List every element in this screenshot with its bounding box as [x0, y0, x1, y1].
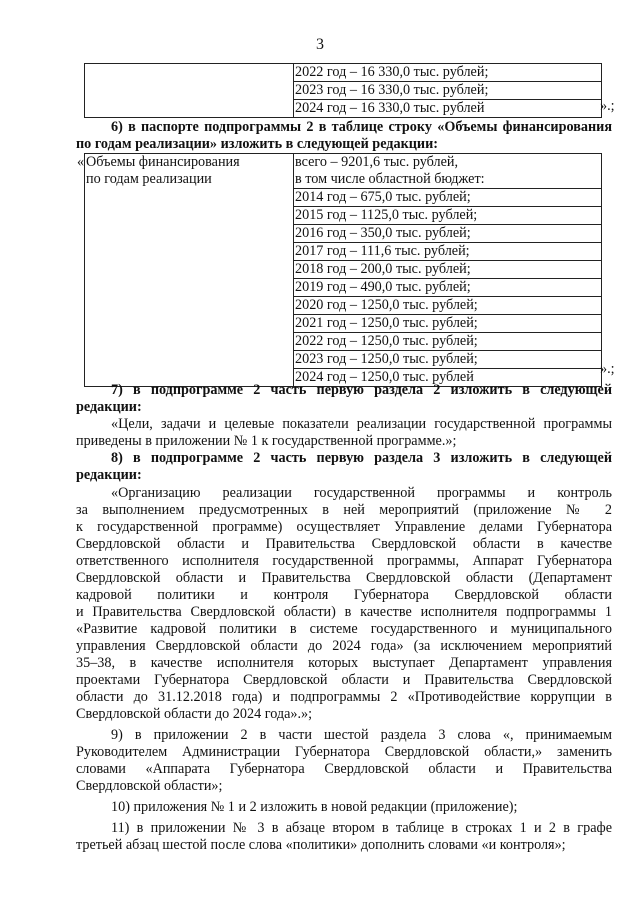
table-row: 2021 год – 1250,0 тыс. рублей; — [294, 315, 601, 333]
table-row: 2020 год – 1250,0 тыс. рублей; — [294, 297, 601, 315]
item8-text-line: кадровой политики и контроля Губернатора Свердловской области — [76, 587, 612, 603]
item8-text-line: управления Свердловской области до 2024 года» (за исключением мероприятий — [76, 638, 612, 654]
item7-line2: редакции: — [76, 399, 142, 415]
item8-text-line: Свердловской области и Правительства Свердловской области в качестве — [76, 536, 612, 552]
item8-line2: редакции: — [76, 467, 142, 483]
item7-quote-line1: «Цели, задачи и целевые показатели реализации государственной программы — [111, 416, 612, 432]
item10-line: 10) приложения № 1 и 2 изложить в новой редакции (приложение); — [111, 799, 518, 815]
table-row: 2019 год – 490,0 тыс. рублей; — [294, 279, 601, 297]
table-cell-right — [294, 64, 602, 118]
financing-table-continuation — [84, 63, 602, 118]
item7-quote-line2: приведены в приложении № 1 к государственной программе.»; — [76, 433, 457, 449]
table-row: 2024 год – 16 330,0 тыс. рублей — [295, 100, 485, 116]
table-row: 2022 год – 16 330,0 тыс. рублей; — [294, 64, 601, 82]
table-row: 2024 год – 1250,0 тыс. рублей — [295, 369, 474, 385]
table-row: 2022 год – 1250,0 тыс. рублей; — [294, 333, 601, 351]
table-cell-right — [294, 154, 602, 387]
item8-text-line: за выполнением предусмотренных в ней мероприятий (приложение № 2 — [76, 502, 612, 518]
table-row: 2016 год – 350,0 тыс. рублей; — [294, 225, 601, 243]
financing-table — [84, 153, 602, 387]
table-row: 2015 год – 1125,0 тыс. рублей; — [294, 207, 601, 225]
item8-text-line: Свердловской области до 2024 года».»; — [76, 706, 313, 722]
item8-line1: 8) в подпрограмме 2 часть первую раздела 3 изложить в следующей — [111, 450, 612, 466]
table-row: 2017 год – 111,6 тыс. рублей; — [294, 243, 601, 261]
table-row: в том числе областной бюджет: — [294, 171, 601, 189]
item9-line: Руководителем Администрации Губернатора Свердловской области,» заменить — [76, 744, 612, 760]
page-number: 3 — [316, 36, 324, 53]
left-label-line2: по годам реализации — [86, 171, 212, 187]
item8-text-line: Свердловской области и Правительства Свердловской области (Департамент — [76, 570, 612, 586]
item8-text-line: «Развитие кадровой политики в системе государственного и муниципального — [76, 621, 612, 637]
item7-line1: 7) в подпрограмме 2 часть первую раздела 2 изложить в следующей — [111, 382, 612, 398]
item8-text-line: области до 31.12.2018 года) и подпрограммы 2 «Противодействие коррупции в — [76, 689, 612, 705]
item9-line: 9) в приложении 2 в части шестой раздела 3 слова «, принимаемым — [111, 727, 612, 743]
item8-text-line: ответственного исполнителя государственной программы, Аппарат Губернатора — [76, 553, 612, 569]
table-cell-left — [85, 154, 294, 387]
item6-line2: по годам реализации» изложить в следующей редакции: — [76, 136, 439, 152]
table-row: 2023 год – 1250,0 тыс. рублей; — [294, 351, 601, 369]
table-row: 2018 год – 200,0 тыс. рублей; — [294, 261, 601, 279]
item8-text-line: «Организацию реализации государственной программы и контроль — [111, 485, 612, 501]
closing-quote: ».; — [600, 361, 615, 377]
item8-text-line: 35–38, в качестве исполнителя которых выступает Департамент управления — [76, 655, 612, 671]
item11-line1: 11) в приложении № 3 в абзаце втором в таблице в строках 1 и 2 в графе — [111, 820, 612, 836]
table-row: 2014 год – 675,0 тыс. рублей; — [294, 189, 601, 207]
opening-quote: « — [77, 154, 85, 170]
item9-line: словами «Аппарата Губернатора Свердловской области и Правительства — [76, 761, 612, 777]
item8-text-line: и Правительства Свердловской области) в качестве исполнителя подпрограммы 1 — [76, 604, 612, 620]
table-cell-left — [85, 64, 294, 118]
item9-line: Свердловской области»; — [76, 778, 223, 794]
item6-line1: 6) в паспорте подпрограммы 2 в таблице строку «Объемы финансирования — [111, 119, 612, 135]
table-row: всего – 9201,6 тыс. рублей, — [295, 154, 459, 170]
table-row: 2023 год – 16 330,0 тыс. рублей; — [294, 82, 601, 100]
closing-quote: ».; — [600, 98, 615, 114]
left-label-line1: Объемы финансирования — [86, 154, 240, 170]
item8-text-line: к государственной программе) осуществляет Управление делами Губернатора — [76, 519, 612, 535]
item11-line2: третьей абзац шестой после слова «политики» дополнить словами «и контроля»; — [76, 837, 566, 853]
item8-text-line: проектами Губернатора Свердловской области и Правительства Свердловской — [76, 672, 612, 688]
